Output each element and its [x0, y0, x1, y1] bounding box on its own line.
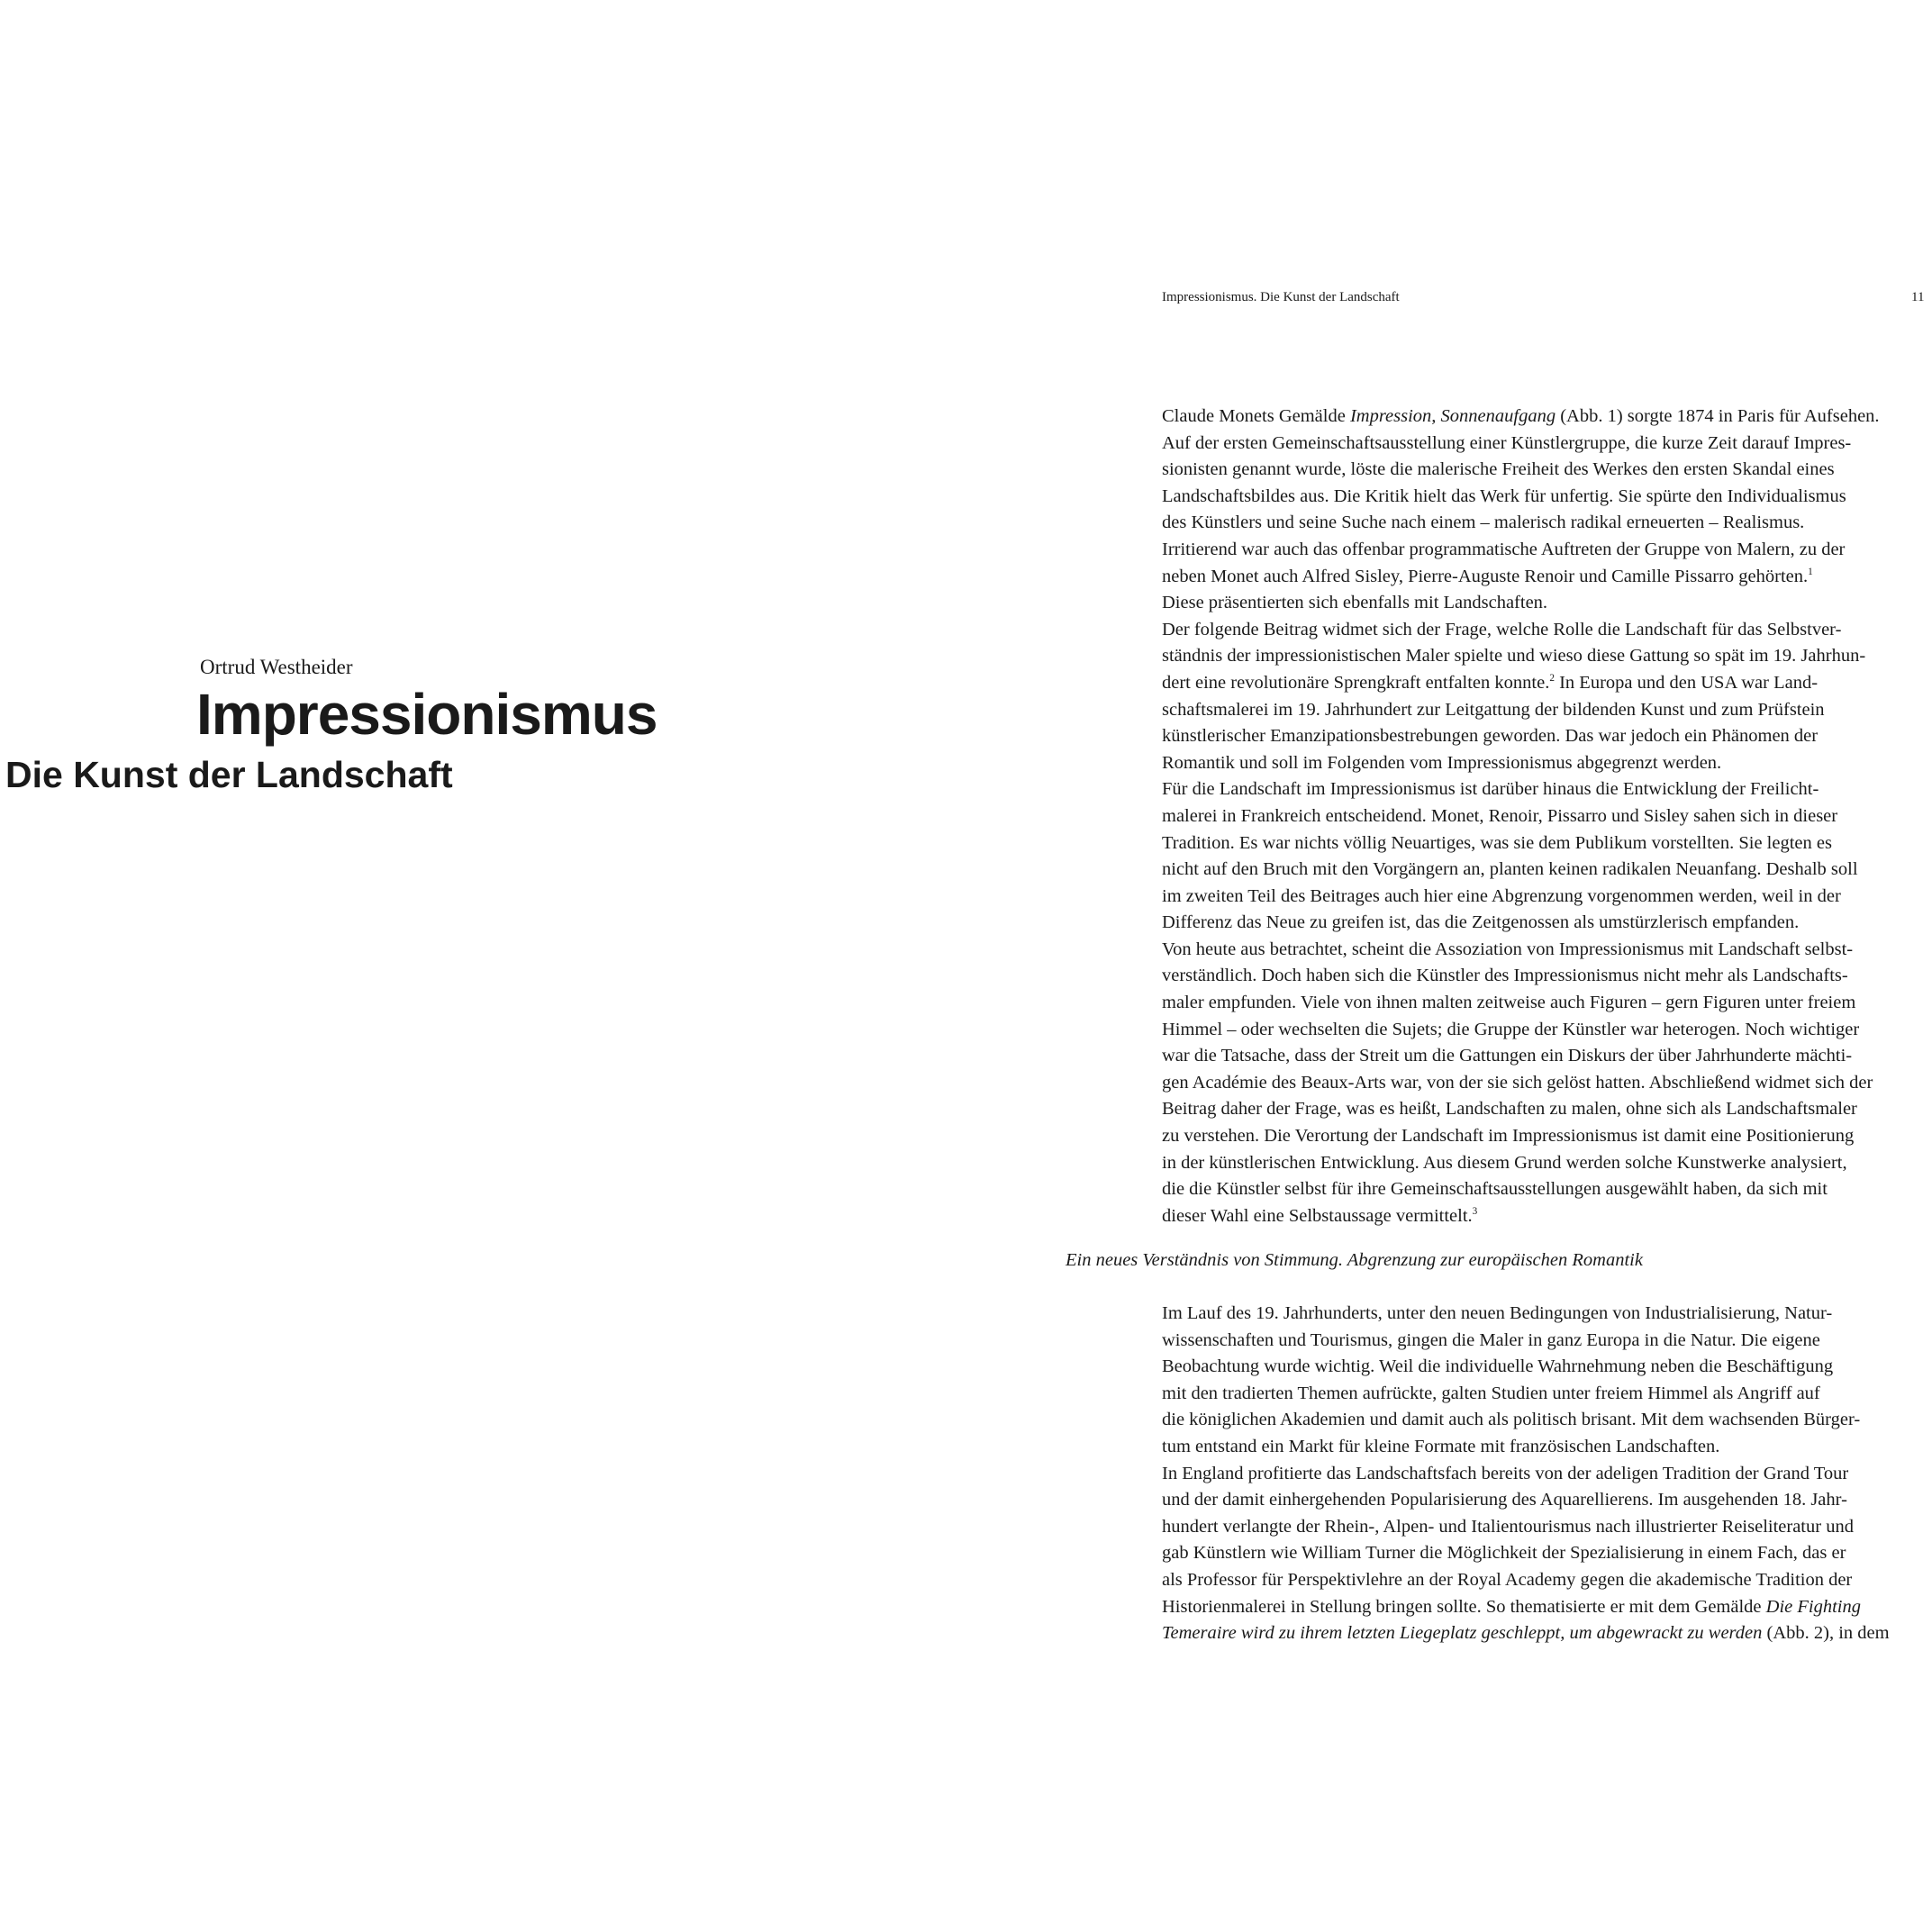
- text-line: schaftsmalerei im 19. Jahrhundert zur Leitgattung der bildenden Kunst und zum Prüfstein: [1162, 699, 1825, 720]
- page-subtitle: Die Kunst der Landschaft: [5, 754, 453, 795]
- text-line: des Künstlers und seine Suche nach einem – malerisch radikal erneuerten – Realismus.: [1162, 512, 1805, 533]
- text-line: malerei in Frankreich entscheidend. Monet, Renoir, Pissarro und Sisley sahen sich in dieser: [1162, 805, 1838, 826]
- page-number: 11: [1911, 290, 1925, 304]
- text-line: Im Lauf des 19. Jahrhunderts, unter den neuen Bedingungen von Industrialisierung, Natur-: [1162, 1303, 1833, 1323]
- text-line: gab Künstlern wie William Turner die Möglichkeit der Spezialisierung in einem Fach, das er: [1162, 1543, 1846, 1564]
- text-line: Landschaftsbildes aus. Die Kritik hielt das Werk für unfertig. Sie spürte den Individualismus: [1162, 485, 1846, 506]
- text-line: Beitrag daher der Frage, was es heißt, Landschaften zu malen, ohne sich als Landschaftsmaler: [1162, 1099, 1857, 1120]
- footnote-marker: 2: [1549, 673, 1555, 685]
- artwork-title: Temeraire wird zu ihrem letzten Liegeplatz geschleppt, um abgewrackt zu werden: [1162, 1623, 1763, 1644]
- text-line: gen Académie des Beaux-Arts war, von der sie sich gelöst hatten. Abschließend widmet sich der: [1162, 1072, 1873, 1093]
- text-line: die königlichen Akademien und damit auch als politisch brisant. Mit dem wachsenden Bürger-: [1162, 1410, 1861, 1430]
- text-line: als Professor für Perspektivlehre an der Royal Academy gegen die akademische Tradition der: [1162, 1569, 1853, 1590]
- artwork-title: Impression, Sonnenaufgang: [1349, 406, 1556, 426]
- text-line: Diese präsentierten sich ebenfalls mit Landschaften.: [1162, 593, 1548, 613]
- text-line: Himmel – oder wechselten die Sujets; die Gruppe der Künstler war heterogen. Noch wichtiger: [1162, 1019, 1860, 1039]
- text-line: die die Künstler selbst für ihre Gemeinschaftsausstellungen ausgewählt haben, da sich mit: [1162, 1179, 1828, 1200]
- text-line: verständlich. Doch haben sich die Künstler des Impressionismus nicht mehr als Landschafts-: [1162, 966, 1848, 986]
- page-title: Impressionismus: [196, 682, 658, 747]
- text-line: Beobachtung wurde wichtig. Weil die individuelle Wahrnehmung neben die Beschäftigung: [1162, 1356, 1834, 1377]
- text-line: in der künstlerischen Entwicklung. Aus diesem Grund werden solche Kunstwerke analysiert,: [1162, 1152, 1847, 1173]
- footnote-marker: 1: [1808, 566, 1813, 577]
- text-line: und der damit einhergehenden Popularisierung des Aquarellierens. Im ausgehenden 18. Jahr-: [1162, 1490, 1847, 1510]
- text-line: Auf der ersten Gemeinschaftsausstellung einer Künstlergruppe, die kurze Zeit darauf Impres-: [1162, 432, 1852, 453]
- section-paragraphs: [1162, 1301, 1918, 1647]
- text-line: im zweiten Teil des Beitrages auch hier eine Abgrenzung vorgenommen werden, weil in der: [1162, 885, 1841, 906]
- text-line: künstlerischer Emanzipationsbestrebungen geworden. Das war jedoch ein Phänomen der: [1162, 726, 1819, 747]
- text-line: wissenschaften und Tourismus, gingen die Maler in ganz Europa in die Natur. Die eigene: [1162, 1329, 1820, 1350]
- text-line: maler empfunden. Viele von ihnen malten zeitweise auch Figuren – gern Figuren unter freiem: [1162, 993, 1856, 1013]
- text-line: Romantik und soll im Folgenden vom Impressionismus abgegrenzt werden.: [1162, 752, 1722, 773]
- text-line: nicht auf den Bruch mit den Vorgängern an, planten keinen radikalen Neuanfang. Deshalb soll: [1162, 859, 1858, 880]
- text-line: Differenz das Neue zu greifen ist, das die Zeitgenossen als umstürzlerisch empfanden.: [1162, 912, 1800, 933]
- text-line: neben Monet auch Alfred Sisley, Pierre-Auguste Renoir und Camille Pissarro gehörten.$^1$: [1162, 566, 1813, 586]
- text-line: dieser Wahl eine Selbstaussage vermittelt.$^3$: [1162, 1205, 1478, 1226]
- section-heading: Ein neues Verständnis von Stimmung. Abgrenzung zur europäischen Romantik: [1066, 1250, 1643, 1270]
- text-line: mit den tradierten Themen aufrückte, galten Studien unter freiem Himmel als Angriff auf: [1162, 1383, 1820, 1403]
- author-name: Ortrud Westheider: [200, 656, 353, 678]
- artwork-title: Die Fighting: [1765, 1596, 1861, 1617]
- text-line: Claude Monets Gemälde Impression, Sonnenaufgang (Abb. 1) sorgte 1874 in Paris für Aufsehen.: [1162, 406, 1880, 426]
- text-line: war die Tatsache, dass der Streit um die Gattungen ein Diskurs der über Jahrhunderte mächti-: [1162, 1046, 1853, 1066]
- footnote-marker: 3: [1472, 1205, 1478, 1217]
- text-line: tum entstand ein Markt für kleine Formate mit französischen Landschaften.: [1162, 1436, 1720, 1456]
- text-line: Irritierend war auch das offenbar programmatische Auftreten der Gruppe von Malern, zu der: [1162, 539, 1846, 559]
- text-line: ständnis der impressionistischen Maler spielte und wieso diese Gattung so spät im 19. Jahrhun-: [1162, 646, 1866, 667]
- text-line: Tradition. Es war nichts völlig Neuartiges, was sie dem Publikum vorstellten. Sie legten es: [1162, 832, 1832, 853]
- running-head: Impressionismus. Die Kunst der Landschaft: [1162, 290, 1400, 304]
- text-line: Der folgende Beitrag widmet sich der Frage, welche Rolle die Landschaft für das Selbstver-: [1162, 619, 1842, 639]
- text-line: zu verstehen. Die Verortung der Landschaft im Impressionismus ist damit eine Positionierung: [1162, 1126, 1855, 1147]
- text-line: Für die Landschaft im Impressionismus ist darüber hinaus die Entwicklung der Freilicht-: [1162, 779, 1819, 800]
- intro-paragraphs: [1162, 404, 1918, 1229]
- text-line: Temeraire wird zu ihrem letzten Liegeplatz geschleppt, um abgewrackt zu werden (Abb. 2), in dem: [1162, 1623, 1890, 1644]
- text-line: In England profitierte das Landschaftsfach bereits von der adeligen Tradition der Grand Tour: [1162, 1463, 1849, 1483]
- text-line: hundert verlangte der Rhein-, Alpen- und Italientourismus nach illustrierter Reiseliteratur und: [1162, 1516, 1854, 1537]
- text-line: dert eine revolutionäre Sprengkraft entfalten konnte.$^2$ In Europa und den USA war Land-: [1162, 672, 1819, 693]
- text-line: Von heute aus betrachtet, scheint die Assoziation von Impressionismus mit Landschaft selbst-: [1162, 939, 1854, 959]
- text-line: Historienmalerei in Stellung bringen sollte. So thematisierte er mit dem Gemälde Die Fighting: [1162, 1596, 1861, 1617]
- text-line: sionisten genannt wurde, löste die malerische Freiheit des Werkes den ersten Skandal eines: [1162, 459, 1835, 480]
